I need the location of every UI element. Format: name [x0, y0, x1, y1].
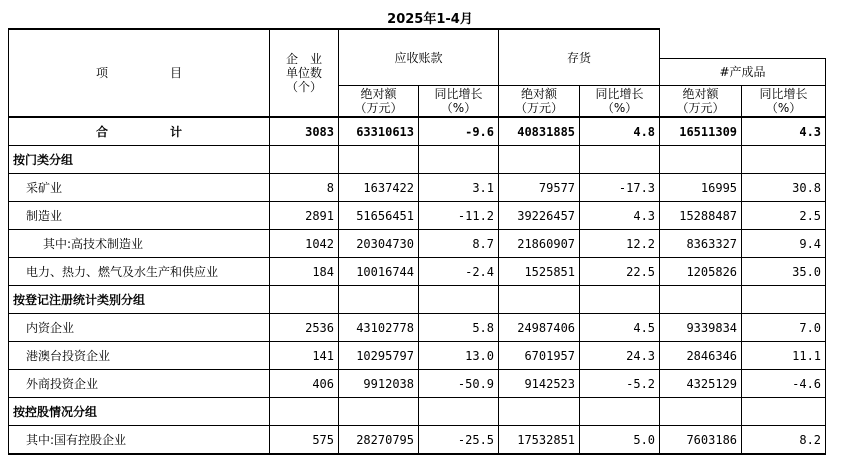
table-row [9, 398, 826, 426]
table-cell: 184 [270, 258, 339, 286]
table-cell: 4.3 [580, 202, 660, 230]
table-cell: 8.7 [419, 230, 499, 258]
table-cell [339, 146, 419, 174]
table-cell [339, 398, 419, 426]
table-cell [499, 286, 580, 314]
total-cell: 63310613 [339, 117, 419, 146]
header-row-1 [9, 29, 826, 59]
row-label: 外商投资企业 [9, 370, 270, 398]
table-cell [660, 146, 742, 174]
table-row [9, 202, 826, 230]
table-cell: 7603186 [660, 426, 742, 455]
table-cell: 6701957 [499, 342, 580, 370]
group-label: 按门类分组 [9, 146, 270, 174]
table-cell: -25.5 [419, 426, 499, 455]
table-cell: 21860907 [499, 230, 580, 258]
table-cell: 9.4 [742, 230, 826, 258]
table-cell [419, 146, 499, 174]
table-cell: 4.5 [580, 314, 660, 342]
table-row [9, 146, 826, 174]
table-cell: 5.0 [580, 426, 660, 455]
row-label: 制造业 [9, 202, 270, 230]
table-row [9, 342, 826, 370]
table-cell: 406 [270, 370, 339, 398]
table-cell: 4325129 [660, 370, 742, 398]
table-cell: 2.5 [742, 202, 826, 230]
header-yoy-1: 同比增长 （%） [419, 86, 499, 118]
table-cell: 28270795 [339, 426, 419, 455]
table-cell: 2536 [270, 314, 339, 342]
table-cell: 1205826 [660, 258, 742, 286]
table-cell: -11.2 [419, 202, 499, 230]
header-abs-2: 绝对额 （万元） [499, 86, 580, 118]
header-yoy-2: 同比增长 （%） [580, 86, 660, 118]
row-label: 其中:高技术制造业 [9, 230, 270, 258]
table-cell: 9339834 [660, 314, 742, 342]
header-abs-3: 绝对额 （万元） [660, 86, 742, 118]
table-cell: 141 [270, 342, 339, 370]
table-cell [580, 398, 660, 426]
header-inventory: 存货 [499, 29, 660, 86]
header-blank [660, 29, 826, 59]
table-cell: 12.2 [580, 230, 660, 258]
total-cell: 4.3 [742, 117, 826, 146]
row-label: 其中:国有控股企业 [9, 426, 270, 455]
table-row [9, 370, 826, 398]
table-cell [499, 146, 580, 174]
table-row [9, 258, 826, 286]
table-cell: 9142523 [499, 370, 580, 398]
table-cell: 30.8 [742, 174, 826, 202]
table-cell: 24.3 [580, 342, 660, 370]
table-cell: 13.0 [419, 342, 499, 370]
table-cell: -50.9 [419, 370, 499, 398]
table-cell [499, 398, 580, 426]
table-cell [742, 146, 826, 174]
table-cell: 2891 [270, 202, 339, 230]
total-row [9, 117, 826, 146]
table-row [9, 174, 826, 202]
table-cell: 22.5 [580, 258, 660, 286]
table-cell [580, 286, 660, 314]
table-cell: 1637422 [339, 174, 419, 202]
header-yoy-3: 同比增长 （%） [742, 86, 826, 118]
row-label: 内资企业 [9, 314, 270, 342]
group-label: 按控股情况分组 [9, 398, 270, 426]
table-cell: 35.0 [742, 258, 826, 286]
header-abs-1: 绝对额 （万元） [339, 86, 419, 118]
table-cell: 51656451 [339, 202, 419, 230]
table-cell [660, 398, 742, 426]
table-cell: 39226457 [499, 202, 580, 230]
table-cell [580, 146, 660, 174]
table-cell [419, 286, 499, 314]
table-cell: 7.0 [742, 314, 826, 342]
table-cell: 15288487 [660, 202, 742, 230]
table-cell: 9912038 [339, 370, 419, 398]
total-cell: -9.6 [419, 117, 499, 146]
table-cell: 79577 [499, 174, 580, 202]
table-cell: 1042 [270, 230, 339, 258]
total-label: 合 计 [9, 117, 270, 146]
data-table [8, 28, 826, 455]
table-cell [339, 286, 419, 314]
table-cell: -17.3 [580, 174, 660, 202]
header-units: 企 业 单位数 （个） [270, 29, 339, 117]
table-row [9, 230, 826, 258]
total-cell: 16511309 [660, 117, 742, 146]
table-row [9, 426, 826, 455]
row-label: 采矿业 [9, 174, 270, 202]
table-cell: 20304730 [339, 230, 419, 258]
total-cell: 3083 [270, 117, 339, 146]
table-cell: 5.8 [419, 314, 499, 342]
table-cell: 1525851 [499, 258, 580, 286]
table-title: 2025年1-4月 [387, 12, 473, 27]
total-cell: 4.8 [580, 117, 660, 146]
table-cell: 16995 [660, 174, 742, 202]
table-cell: -2.4 [419, 258, 499, 286]
table-cell: 3.1 [419, 174, 499, 202]
table-cell: -5.2 [580, 370, 660, 398]
header-finished: #产成品 [660, 59, 826, 86]
table-cell [270, 398, 339, 426]
row-label: 电力、热力、燃气及水生产和供应业 [9, 258, 270, 286]
table-cell: 24987406 [499, 314, 580, 342]
header-receivables: 应收账款 [339, 29, 499, 86]
table-cell: 2846346 [660, 342, 742, 370]
table-cell: 8363327 [660, 230, 742, 258]
table-row [9, 286, 826, 314]
table-cell [270, 146, 339, 174]
table-cell: 10016744 [339, 258, 419, 286]
row-label: 港澳台投资企业 [9, 342, 270, 370]
table-cell: 43102778 [339, 314, 419, 342]
table-cell [270, 286, 339, 314]
table-cell: 8 [270, 174, 339, 202]
table-cell [660, 286, 742, 314]
table-cell [742, 398, 826, 426]
table-cell: 11.1 [742, 342, 826, 370]
group-label: 按登记注册统计类别分组 [9, 286, 270, 314]
table-cell: 17532851 [499, 426, 580, 455]
table-row [9, 314, 826, 342]
table-cell: -4.6 [742, 370, 826, 398]
table-cell: 8.2 [742, 426, 826, 455]
table-cell: 575 [270, 426, 339, 455]
header-item: 项 目 [9, 29, 270, 117]
table-body [9, 146, 826, 455]
total-cell: 40831885 [499, 117, 580, 146]
table-cell [419, 398, 499, 426]
table-cell [742, 286, 826, 314]
table-cell: 10295797 [339, 342, 419, 370]
